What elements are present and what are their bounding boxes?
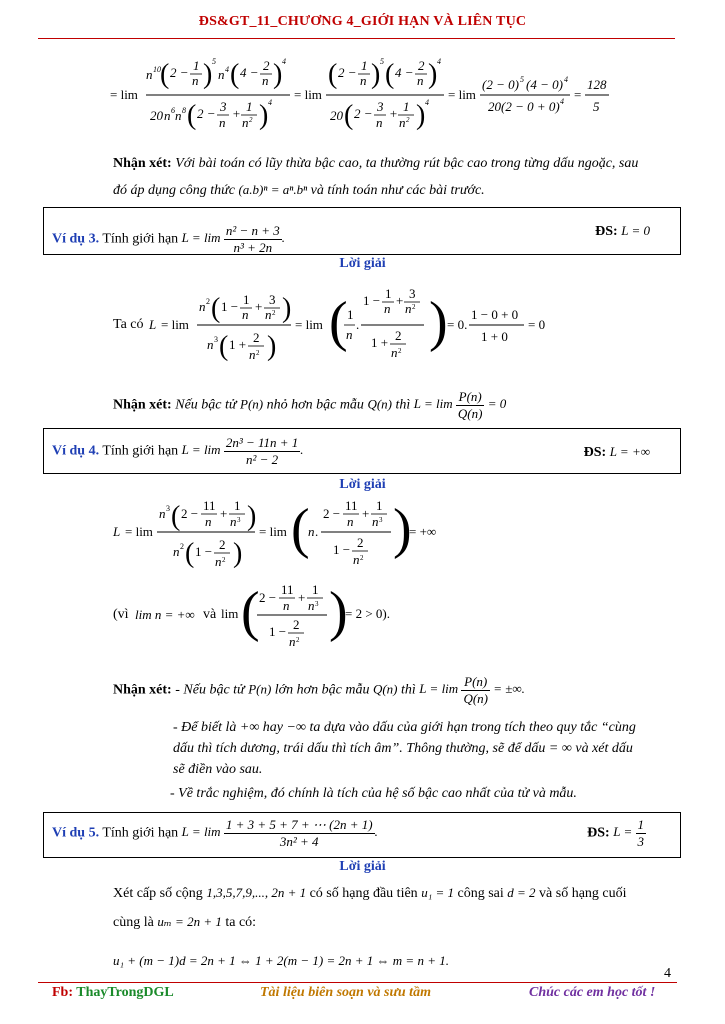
svg-text:= lim: = lim <box>294 87 322 102</box>
note-1-line1: Với bài toán có lũy thừa bậc cao, ta thường rút bậc cao trong từng dấu ngoặc, sau <box>175 156 639 171</box>
svg-text:2: 2 <box>180 542 184 551</box>
svg-text:2 −: 2 − <box>170 65 189 80</box>
svg-text:(: ( <box>328 59 338 90</box>
svg-text:1: 1 <box>243 292 250 307</box>
example-5-line2-b: ta có: <box>225 915 257 930</box>
svg-text:2: 2 <box>219 537 226 552</box>
svg-text:(4 − 0): (4 − 0) <box>526 77 563 92</box>
example-4-label: Ví dụ 4. <box>52 443 100 459</box>
example-5-expression: L = lim $\frac{1 + 3 + 5 + 7 + \cdots (2n + 1)}{\text{3n² + 4}}$ . <box>181 817 378 849</box>
example-5-line1-a: Xét cấp số cộng <box>113 886 203 901</box>
example-5-solution-heading: Lời giải <box>339 859 386 874</box>
note-1-label: Nhận xét: <box>113 156 172 171</box>
svg-text:3: 3 <box>220 99 227 114</box>
svg-text:+: + <box>255 299 263 314</box>
svg-text:2 −: 2 − <box>197 106 216 121</box>
example-5-solution: Xét cấp số cộng 1,3,5,7,9,..., 2n + 1 có số hạng đầu tiên u₁ = 1 công sai d = 2 và số hạng cuối cùng là uₘ = 2n + 1 ta có: u₁ + (m − 1)d = 2n + 1 ⇔ 1 + 2(m − 1) = 2n + 1 ⇔ m = n + 1. <box>113 879 683 975</box>
svg-text:3: 3 <box>214 335 218 344</box>
svg-text:L: L <box>149 317 157 332</box>
svg-text:4: 4 <box>225 65 229 74</box>
example-4-because-a: (vì <box>113 607 129 622</box>
example-4-answer-label: ĐS: <box>583 445 607 460</box>
svg-text:3: 3 <box>166 504 170 513</box>
svg-text:3: 3 <box>377 99 384 114</box>
svg-text:+: + <box>362 506 370 521</box>
example-5-line1-b: có số hạng đầu tiên <box>309 886 418 901</box>
svg-text:2: 2 <box>357 535 364 550</box>
svg-text:1 +: 1 + <box>229 337 247 352</box>
svg-text:4: 4 <box>425 98 429 107</box>
svg-text:2: 2 <box>296 636 300 644</box>
example-4-equation <box>113 494 437 574</box>
svg-text:+: + <box>220 506 228 521</box>
svg-text:n: n <box>405 301 412 316</box>
svg-text:+: + <box>389 106 398 121</box>
svg-text:.: . <box>356 317 360 332</box>
svg-text:1: 1 <box>385 286 392 301</box>
svg-text:2: 2 <box>360 554 364 562</box>
svg-text:2 −: 2 − <box>323 506 341 521</box>
svg-text:= 0.: = 0. <box>447 317 468 332</box>
svg-text:n: n <box>146 67 153 82</box>
note-1 <box>113 151 683 204</box>
svg-text:1: 1 <box>403 99 410 114</box>
svg-text:): ) <box>393 498 412 560</box>
svg-text:= lim: = lim <box>259 524 287 539</box>
example-5-prompt: Tính giới hạn <box>102 825 179 841</box>
footer-fb-name[interactable]: ThayTrongDGL <box>76 985 174 1000</box>
svg-text:n: n <box>215 554 222 569</box>
svg-text:): ) <box>428 59 438 90</box>
svg-text:(: ( <box>230 59 240 90</box>
svg-text:(2 − 0): (2 − 0) <box>482 77 519 92</box>
example-4-because-formula <box>221 580 401 652</box>
svg-text:n: n <box>207 337 214 352</box>
svg-text:.: . <box>315 524 319 539</box>
svg-text:2: 2 <box>272 309 276 317</box>
svg-text:2: 2 <box>249 116 253 124</box>
svg-text:2 −: 2 − <box>338 65 357 80</box>
example-5-line1-d: và số hạng cuối <box>539 886 627 901</box>
svg-text:n: n <box>175 108 182 123</box>
svg-text:(: ( <box>160 59 170 90</box>
example-3-note-c: thì <box>395 397 411 413</box>
svg-text:1: 1 <box>376 498 383 513</box>
footer-fb-label: Fb: <box>52 985 73 1000</box>
svg-text:n: n <box>289 634 296 649</box>
example-4-note-b: lớn hơn bậc mẫu <box>274 682 370 698</box>
svg-text:2 −: 2 − <box>181 506 199 521</box>
example-3-note-a: Nếu bậc tử <box>175 397 237 413</box>
svg-text:20: 20 <box>330 108 343 123</box>
svg-text:1 + 0: 1 + 0 <box>481 329 508 344</box>
svg-text:n: n <box>249 347 256 362</box>
example-3-prompt: Tính giới hạn <box>102 231 179 247</box>
example-4-solution-heading: Lời giải <box>339 477 386 492</box>
example-3-answer-label: ĐS: <box>595 224 618 239</box>
svg-text:(: ( <box>219 331 229 362</box>
svg-text:4: 4 <box>437 57 441 66</box>
svg-text:(: ( <box>291 498 310 560</box>
example-5-line2-a: cùng là <box>113 915 154 930</box>
equation-block-1 <box>110 52 630 132</box>
svg-text:= lim: = lim <box>448 87 476 102</box>
svg-text:2: 2 <box>206 297 210 306</box>
svg-text:5: 5 <box>520 75 524 84</box>
svg-text:2: 2 <box>398 347 402 355</box>
example-4-because-b: và <box>203 607 217 622</box>
example-4-expression: L = lim $\frac{\text{2n³ − 11n + 1}}{\text{n² − 2}}$ . <box>181 435 304 467</box>
svg-text:n: n <box>372 514 379 529</box>
svg-text:): ) <box>429 291 448 353</box>
svg-text:1: 1 <box>312 582 319 597</box>
svg-text:(: ( <box>241 581 260 643</box>
example-4-note-c: thì <box>401 682 416 698</box>
page-number: 4 <box>664 966 671 981</box>
example-4-note-a: - Nếu bậc tử <box>175 682 245 698</box>
example-4-box <box>43 428 681 474</box>
svg-text:= +∞: = +∞ <box>409 524 437 539</box>
svg-text:+: + <box>298 590 306 605</box>
svg-text:n: n <box>159 506 166 521</box>
svg-text:n: n <box>347 514 354 529</box>
header-title: ĐS&GT_11_CHƯƠNG 4_GIỚI HẠN VÀ LIÊN TỤC <box>198 14 527 29</box>
svg-text:): ) <box>329 581 348 643</box>
example-3-box <box>43 207 681 255</box>
svg-text:n: n <box>192 73 199 88</box>
svg-text:128: 128 <box>587 77 607 92</box>
svg-text:4: 4 <box>564 75 568 84</box>
svg-text:1 − 0 + 0: 1 − 0 + 0 <box>471 307 519 322</box>
svg-text:= 2 > 0).: = 2 > 0). <box>345 606 390 621</box>
example-4-note-formula: L = lim $\frac{P(n)}{Q(n)}$ = ±∞. <box>419 674 525 706</box>
example-3-note-b: nhỏ hơn bậc mẫu <box>266 397 364 413</box>
svg-text:11: 11 <box>345 498 358 513</box>
svg-text:3: 3 <box>315 600 319 608</box>
svg-text:n: n <box>265 307 272 322</box>
svg-text:): ) <box>371 59 381 90</box>
svg-text:1: 1 <box>347 307 354 322</box>
svg-text:n: n <box>242 307 249 322</box>
svg-text:5: 5 <box>593 99 600 114</box>
svg-text:lim: lim <box>221 606 239 621</box>
svg-text:): ) <box>203 59 213 90</box>
example-3-answer: L = 0 <box>621 223 650 238</box>
svg-text:n: n <box>384 301 391 316</box>
example-5-answer-label: ĐS: <box>587 825 610 841</box>
note-1-line2a: đó áp dụng công thức <box>113 183 235 198</box>
example-5-line3: u₁ + (m − 1)d = 2n + 1 ⇔ 1 + 2(m − 1) = 2n + 1 ⇔ m = n + 1. <box>113 953 449 968</box>
svg-text:): ) <box>416 100 426 131</box>
svg-text:2: 2 <box>222 556 226 564</box>
svg-text:n: n <box>205 514 212 529</box>
svg-text:n: n <box>283 598 290 613</box>
example-3-note-label: Nhận xét: <box>113 397 172 413</box>
svg-text:(: ( <box>171 501 181 532</box>
svg-text:n: n <box>262 73 269 88</box>
svg-text:n: n <box>164 108 171 123</box>
svg-text:1: 1 <box>234 498 241 513</box>
svg-text:n: n <box>417 73 424 88</box>
svg-text:= 0: = 0 <box>528 317 546 332</box>
svg-text:n: n <box>399 115 406 130</box>
svg-text:n: n <box>199 299 206 314</box>
svg-text:): ) <box>282 293 292 324</box>
svg-text:+: + <box>232 106 241 121</box>
svg-text:4 −: 4 − <box>240 65 259 80</box>
svg-text:5: 5 <box>380 57 384 66</box>
svg-text:= lim: = lim <box>295 317 323 332</box>
svg-text:1 −: 1 − <box>363 293 381 308</box>
svg-text:4: 4 <box>282 57 286 66</box>
svg-text:n: n <box>173 544 180 559</box>
svg-text:= lim: = lim <box>125 524 153 539</box>
svg-text:2: 2 <box>256 349 260 357</box>
svg-text:11: 11 <box>203 498 216 513</box>
svg-text:=: = <box>574 87 582 102</box>
example-4-prompt: Tính giới hạn <box>102 443 179 459</box>
equation-1-render <box>110 52 630 132</box>
svg-text:n: n <box>360 73 367 88</box>
svg-text:(: ( <box>344 100 354 131</box>
svg-text:3: 3 <box>409 286 416 301</box>
svg-text:= lim: = lim <box>161 317 189 332</box>
svg-text:1 −: 1 − <box>269 624 287 639</box>
svg-text:6: 6 <box>171 106 175 115</box>
svg-text:(: ( <box>385 59 395 90</box>
footer-right: Chúc các em học tốt ! <box>529 985 656 1000</box>
example-4-note: Nhận xét: - Nếu bậc tử P(n) lớn hơn bậc mẫu Q(n) thì L = lim $\frac{P(n)}{Q(n)}$ = ±∞. <box>113 674 525 706</box>
page-header <box>0 14 725 30</box>
svg-text:n: n <box>218 67 225 82</box>
svg-text:(: ( <box>329 291 348 353</box>
example-4-bullet-1 <box>173 717 673 780</box>
example-4-bullet-1-line2: dấu thì tích dương, trái dấu thì tích âm”. Thông thường, sẽ để dấu = ∞ và xét dấu <box>173 741 633 756</box>
svg-text:4 −: 4 − <box>395 65 414 80</box>
example-4-answer: L = +∞ <box>609 444 650 459</box>
svg-text:20: 20 <box>150 108 163 123</box>
svg-text:1 −: 1 − <box>195 544 213 559</box>
svg-text:n: n <box>308 524 315 539</box>
svg-text:n: n <box>391 345 398 360</box>
svg-text:n: n <box>346 327 353 342</box>
svg-text:): ) <box>273 59 283 90</box>
example-3-intro: Ta có <box>113 317 144 332</box>
svg-text:3: 3 <box>269 292 276 307</box>
svg-text:+: + <box>396 293 404 308</box>
svg-text:2: 2 <box>418 58 425 73</box>
svg-text:n: n <box>376 115 383 130</box>
svg-text:n: n <box>230 514 237 529</box>
example-4-because: (vì lim n = +∞ và lim ( 2 − 11 n + 1 n 3 1 − 2 n 2 ) = 2 > 0). <box>113 580 513 652</box>
footer-divider <box>38 982 677 983</box>
svg-text:n: n <box>308 598 315 613</box>
example-5-line1-c: công sai <box>457 886 504 901</box>
example-5-sequence: 1,3,5,7,9,..., 2n + 1 <box>206 885 307 900</box>
svg-text:1 −: 1 − <box>221 299 239 314</box>
svg-text:20(2 − 0 + 0): 20(2 − 0 + 0) <box>488 99 560 114</box>
svg-text:): ) <box>267 331 277 362</box>
svg-text:L: L <box>113 524 121 539</box>
svg-text:): ) <box>233 538 243 569</box>
header-divider <box>38 38 675 39</box>
svg-text:(: ( <box>211 293 221 324</box>
note-1-formula: (a.b)ⁿ = aⁿ.bⁿ <box>238 182 308 197</box>
svg-text:10: 10 <box>153 65 161 74</box>
example-4-note-label: Nhận xét: <box>113 682 172 698</box>
example-4-bullet-1-line3: sẽ điền vào sau. <box>173 762 263 777</box>
svg-text:3: 3 <box>379 516 383 524</box>
svg-text:8: 8 <box>182 106 186 115</box>
example-3-note: Nhận xét: Nếu bậc tử P(n) nhỏ hơn bậc mẫu Q(n) thì L = lim $\frac{P(n)}{Q(n)}$ = 0 <box>113 389 507 421</box>
example-5-box <box>43 812 681 858</box>
example-3-note-formula: L = lim $\frac{P(n)}{Q(n)}$ = 0 <box>413 389 507 421</box>
footer-left <box>52 985 174 1001</box>
example-3-equation <box>149 285 549 365</box>
svg-text:n: n <box>242 115 249 130</box>
svg-text:): ) <box>247 501 257 532</box>
example-5-answer: L = $\frac{1}{3}$ <box>613 817 644 849</box>
note-1-line2b: và tính toán như các bài trước. <box>310 183 485 198</box>
svg-text:1: 1 <box>246 99 253 114</box>
svg-text:4: 4 <box>268 98 272 107</box>
svg-text:2: 2 <box>293 617 300 632</box>
svg-text:n: n <box>353 552 360 567</box>
svg-text:5: 5 <box>212 57 216 66</box>
svg-text:4: 4 <box>560 97 564 106</box>
svg-text:2 −: 2 − <box>259 590 277 605</box>
svg-text:1: 1 <box>193 58 200 73</box>
svg-text:11: 11 <box>281 582 294 597</box>
svg-text:2: 2 <box>412 303 416 311</box>
svg-text:1 −: 1 − <box>333 542 351 557</box>
svg-text:2: 2 <box>395 328 402 343</box>
svg-text:): ) <box>259 100 269 131</box>
svg-text:2: 2 <box>406 116 410 124</box>
svg-text:1: 1 <box>361 58 368 73</box>
svg-text:(: ( <box>187 100 197 131</box>
svg-text:2 −: 2 − <box>354 106 373 121</box>
example-4-bullet-2: - Về trắc nghiệm, đó chính là tích của hệ số bậc cao nhất của tử và mẫu. <box>170 786 577 801</box>
svg-text:n: n <box>219 115 226 130</box>
footer-center: Tài liệu biên soạn và sưu tầm <box>260 985 431 1000</box>
example-4-bullet-1-line1: - Để biết là +∞ hay −∞ ta dựa vào dấu của giới hạn trong tích theo quy tắc “cùng <box>173 720 636 735</box>
example-3-label: Ví dụ 3. <box>52 231 100 247</box>
example-3-solution-heading: Lời giải <box>339 256 386 271</box>
example-5-label: Ví dụ 5. <box>52 825 100 841</box>
svg-text:(: ( <box>185 538 195 569</box>
svg-text:= lim: = lim <box>110 87 138 102</box>
example-3-expression: L = lim $\frac{\text{n² − n + 3}}{\text{n³ + 2n}}$ . <box>181 223 286 255</box>
example-3-solution <box>113 285 673 365</box>
svg-text:2: 2 <box>263 58 270 73</box>
svg-text:3: 3 <box>237 516 241 524</box>
svg-text:1 +: 1 + <box>371 335 389 350</box>
svg-text:2: 2 <box>253 330 260 345</box>
